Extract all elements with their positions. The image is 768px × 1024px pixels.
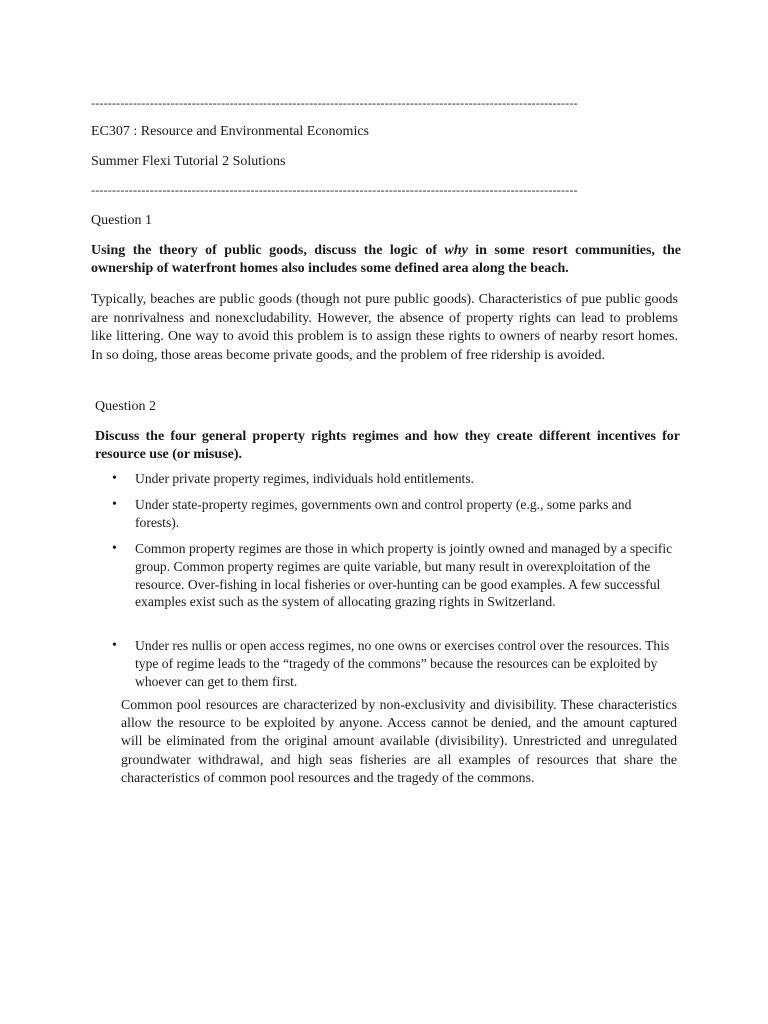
- list-item: [112, 637, 678, 690]
- tutorial-subtitle: Summer Flexi Tutorial 2 Solutions: [91, 154, 286, 169]
- list-item-text: Under res nullis or open access regimes, no one owns or exercises control over the resources. This type of regime leads to the “tragedy of the commons” because the resources can be exploited by whoever can get to them first.: [135, 638, 670, 689]
- question-1-prompt-end: in some resort communities, the ownership of waterfront homes also includes some defined area along the beach.: [91, 243, 682, 276]
- top-divider: --------------------------------------------------------------------------------------------------------------------: [91, 96, 578, 110]
- question-1-prompt: [91, 242, 681, 278]
- question-2-label: Question 2: [95, 399, 157, 414]
- list-item-text: Under private property regimes, individuals hold entitlements.: [135, 471, 475, 486]
- list-item: [112, 470, 678, 488]
- question-1-answer: Typically, beaches are public goods (though not pure public goods). Characteristics of pue public goods are nonrivalness and nonexcludability. However, the absence of property rights can lead to problems like littering. One way to avoid this problem is to assign these rights to owners of nearby resort homes. In so doing, those areas become private goods, and the problem of free ridership is avoided.: [91, 292, 678, 363]
- bullet-icon: •: [112, 471, 117, 486]
- question-1-label: Question 1: [91, 213, 153, 228]
- bullet-icon: •: [112, 497, 117, 512]
- bullet-icon: •: [112, 541, 117, 556]
- question-1-prompt-start: Using the theory of public goods, discuss the logic of: [91, 243, 445, 258]
- bullet-icon: •: [112, 638, 117, 653]
- question-1-prompt-emphasis: why: [444, 243, 468, 258]
- list-item: [112, 540, 678, 611]
- course-title: EC307 : Resource and Environmental Economics: [91, 124, 369, 139]
- list-item: [112, 496, 678, 532]
- bottom-divider: --------------------------------------------------------------------------------------------------------------------: [91, 183, 578, 197]
- list-item-text: Common property regimes are those in which property is jointly owned and managed by a specific group. Common property regimes are quite variable, but many result in overexploitation of the resource. Over-fishing in local fisheries or over-hunting can be good examples. A few successful examples exist such as the system of allocating grazing rights in Switzerland.: [135, 541, 673, 610]
- question-2-prompt: Discuss the four general property rights regimes and how they create different incentives for resource use (or misuse).: [95, 429, 680, 462]
- common-pool-paragraph: Common pool resources are characterized by non-exclusivity and divisibility. These characteristics allow the resource to be exploited by anyone. Access cannot be denied, and the amount captured will be eliminated from the original amount available (divisibility). Unrestricted and unregulated groundwater withdrawal, and high seas fisheries are all examples of resources that share the characteristics of common pool resources and the tragedy of the commons.: [121, 697, 677, 785]
- list-item-text: Under state-property regimes, governments own and control property (e.g., some parks and forests).: [135, 497, 632, 530]
